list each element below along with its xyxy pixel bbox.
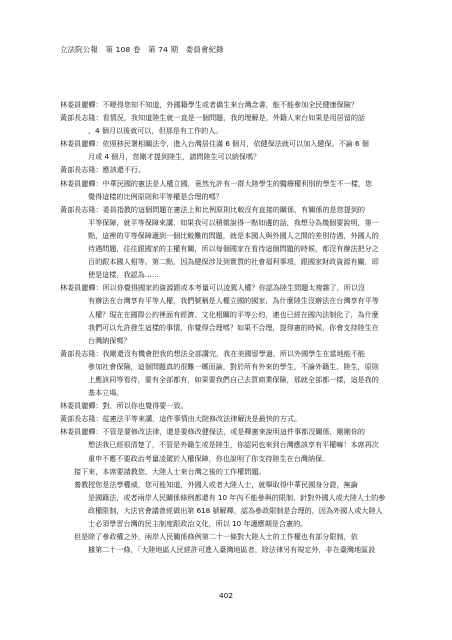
- text-line: 林委員麗蟬：不管是要修改法律，還是要修改健保法，或是釋憲來說明這件事都沒關係，剛剛你的: [60, 427, 366, 437]
- text-line: ，4 個月以後就可以，但那是有工作的人。: [88, 126, 223, 136]
- text-line: 士必須學習台灣的民主制度跟政治文化，所以 10 年適應期是合憲的。: [88, 519, 308, 528]
- text-line: 平等保障，就平等保障來講，如果我可以稍微說得一點如邊的話，我想分為幾個要說明，第一: [88, 217, 379, 227]
- text-line: 我們可以允許發生這樣的事情，你覺得合理嗎？如果不合理，提得憲的時候，你會支持陸生在: [88, 322, 379, 332]
- paragraph: [60, 530, 406, 556]
- text-line: 台灣納保嗎？: [88, 335, 131, 345]
- text-line: 人權？現在在國際公約裡面有經濟、文化相關的平等公約，連也已經在國內法制化了，為什麼: [88, 309, 379, 319]
- page-number: 402: [218, 591, 234, 600]
- paragraph: [60, 412, 406, 425]
- paragraph: [60, 203, 406, 282]
- text-line: 黃部長志隆：委員指教的這個問題在憲法上和比例原則比較沒有直接的關係，有關係的是您提到的: [60, 204, 366, 214]
- text-line: 上應該同等看待，要有全部都有，如果要我們自己去買商業保險，那就全部都一樣，這是我的: [88, 374, 379, 384]
- text-line: 黃部長志隆：應該還不行。: [60, 165, 146, 175]
- text-line: 林委員麗蟬：依照移民署相關法令，進入台灣居住滿 6 個月，依健保法就可以加入健保。不論 6 個: [60, 139, 369, 149]
- paragraph: [60, 177, 406, 203]
- text-line: 林委員麗蟬：對，所以你也覺得要一致。: [60, 401, 188, 411]
- text-line: 月或 4 個月，您剛才提到陸生，請問陸生可以納保嗎？: [88, 152, 261, 162]
- paragraph: [60, 281, 406, 346]
- paragraph: [60, 465, 406, 478]
- text-line: 林委員麗蟬：中華民國的憲法是人權立國，竟然允許有一群大陸學生的醫療權利別的學生不一樣，您: [60, 178, 373, 188]
- text-line: 政權限制，大法官會議曾經做出第 618 號解釋，認為參政限制是合理的，因為外國人或大陸人: [88, 505, 383, 515]
- paragraph: [60, 98, 406, 111]
- paragraph: [60, 478, 406, 530]
- text-line: 據第二十一條，「大陸地區人民經許可進入臺灣地區者，除法律另有規定外，非在臺灣地區設: [88, 545, 376, 555]
- text-line: 使是這樣，我認為……: [88, 270, 159, 280]
- text-line: 想法我已經很清楚了，不管是外籍生或是陸生，你認同也來到台灣應該享有平權嘛！本席再次: [88, 440, 379, 450]
- text-line: 參加社會保險，這個問題真的很難一概而論，對於所有外來的學生，不論外籍生、陸生，原則: [88, 361, 379, 371]
- text-line: 百的跟本國人相等。第二點，因為健保涉及到實質的社會福利事項，跟國家財政資源有關，即: [88, 257, 379, 267]
- text-line: 點，這裡的平等保障適到一個比較難的問題，就是本國人與外國人之間的差別待遇，外國人的: [88, 230, 379, 240]
- text-line: 重申不應不要政治考量凌駕於人權保障，你也說明了你支持陸生在台灣納保。: [88, 453, 330, 463]
- paragraph: [60, 399, 406, 412]
- text-line: 是國籍法，或者兩岸人民關係條例都還有 10 年內不能參與的限制，針對外國人或大陸人士的參: [88, 492, 386, 502]
- text-line: 有辦法在台灣享有平等人權，我們號稱是人權立國的國家，為什麼陸生沒辦法在台灣享有平等: [88, 296, 379, 306]
- text-line: 覺得這樣的比例原則和平等權是合理的嗎？: [88, 191, 223, 201]
- text-line: 黃部長志隆：我剛還沒有機會把我的想法全部講完，我在美國留學過，所以外國學生在當地能不能: [60, 348, 366, 358]
- document-body: [60, 98, 406, 556]
- paragraph: [60, 347, 406, 399]
- text-line: 待遇問題，往往跟國家的主權有關，所以每個國家在看待這個問題的時候，都沒有辦法把分之: [88, 244, 379, 254]
- paragraph: [60, 111, 406, 137]
- paragraph: [60, 425, 406, 464]
- text-line: 黃部長志隆：看情況，我知道陸生就一直是一個問題，我的理解是，外籍人來台如果是用居留的話: [60, 113, 366, 123]
- text-line: 但是除了參政權之外，兩岸人民關係條例第二十一條對大陸人士的工作權也有部分限制，依: [74, 532, 358, 542]
- text-line: 林委員麗蟬：不曉得您知不知道，外國籍學生或者僑生來台灣念書，能不能參加全民健康保險？: [60, 100, 358, 109]
- text-line: 基本立場。: [88, 388, 124, 398]
- text-line: 林委員麗蟬：所以你覺得國家的資源跟或本考量可以凌駕人權？你認為陸生問題太複雜了，所以沒: [60, 283, 366, 293]
- paragraph: [60, 163, 406, 176]
- text-line: 黃部長志隆：從憲法平等來講，這件事情由大院修改法律解決是最快的方式。: [60, 414, 302, 424]
- text-line: 養教授您是法學權威，您可能知道，外國人或者大陸人士，就舉取得中華民國身分證，無論: [74, 479, 358, 489]
- text-line: 接下來，本席要請教您，大陸人士來台灣之後的工作權問題。: [74, 466, 266, 476]
- page-header: 立法院公報 第 108 卷 第 74 期 委員會紀錄: [60, 45, 224, 54]
- paragraph: [60, 137, 406, 163]
